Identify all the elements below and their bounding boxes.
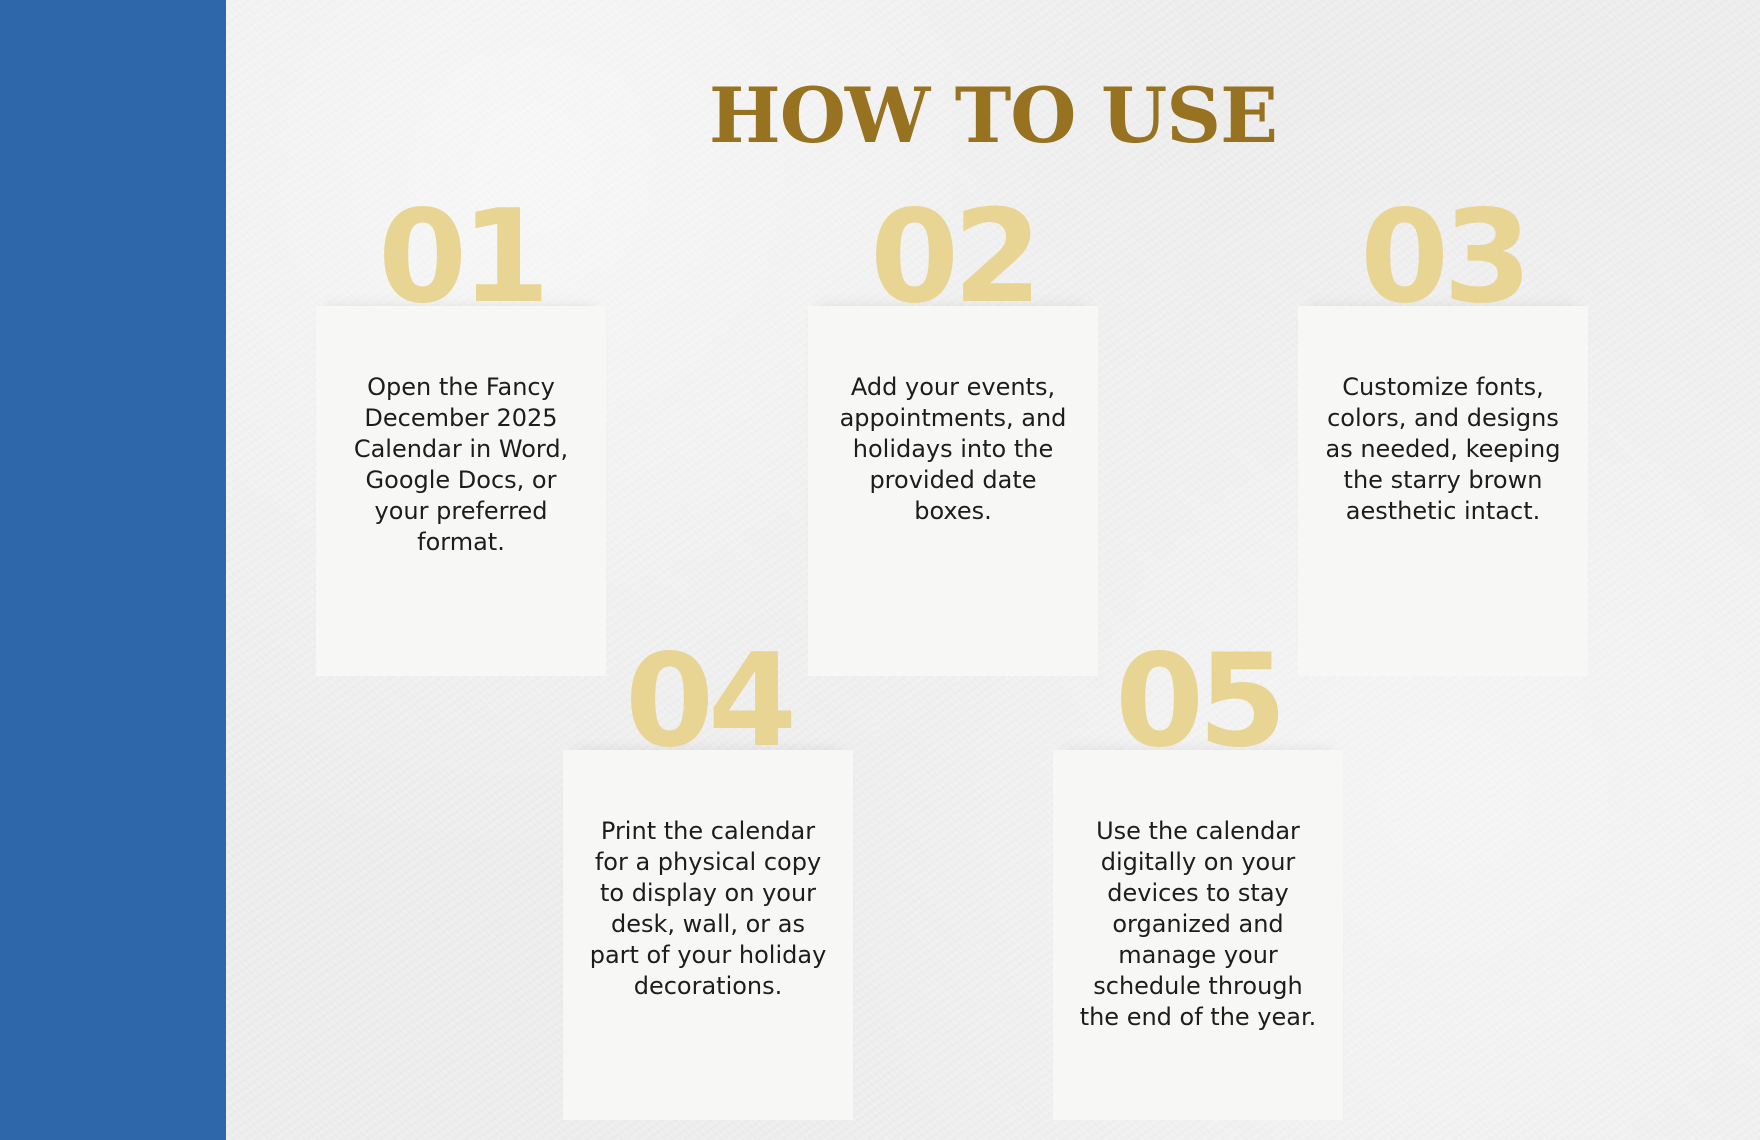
step-5-number: 05 xyxy=(1114,638,1282,750)
step-4-number: 04 xyxy=(624,638,792,750)
step-3-number: 03 xyxy=(1359,194,1527,306)
step-3-text: Customize fonts, colors, and designs as needed, keeping the starry brown aesthetic intact. xyxy=(1325,373,1561,525)
step-card-5 xyxy=(1053,750,1343,1120)
step-2-text: Add your events, appointments, and holidays into the provided date boxes. xyxy=(839,373,1067,525)
step-4-text: Print the calendar for a physical copy to display on your desk, wall, or as part of your holiday decorations. xyxy=(589,817,827,1000)
step-card-2 xyxy=(808,306,1098,676)
step-5-text: Use the calendar digitally on your devices to stay organized and manage your schedule through the end of the year. xyxy=(1079,817,1317,1031)
step-card-4 xyxy=(563,750,853,1120)
step-1-text: Open the Fancy December 2025 Calendar in Word, Google Docs, or your preferred format. xyxy=(353,373,569,556)
step-1-number: 01 xyxy=(377,194,545,306)
left-color-bar xyxy=(0,0,226,1140)
page-title: HOW TO USE xyxy=(708,71,1278,160)
step-card-1 xyxy=(316,306,606,676)
step-card-3 xyxy=(1298,306,1588,676)
step-2-number: 02 xyxy=(869,194,1037,306)
